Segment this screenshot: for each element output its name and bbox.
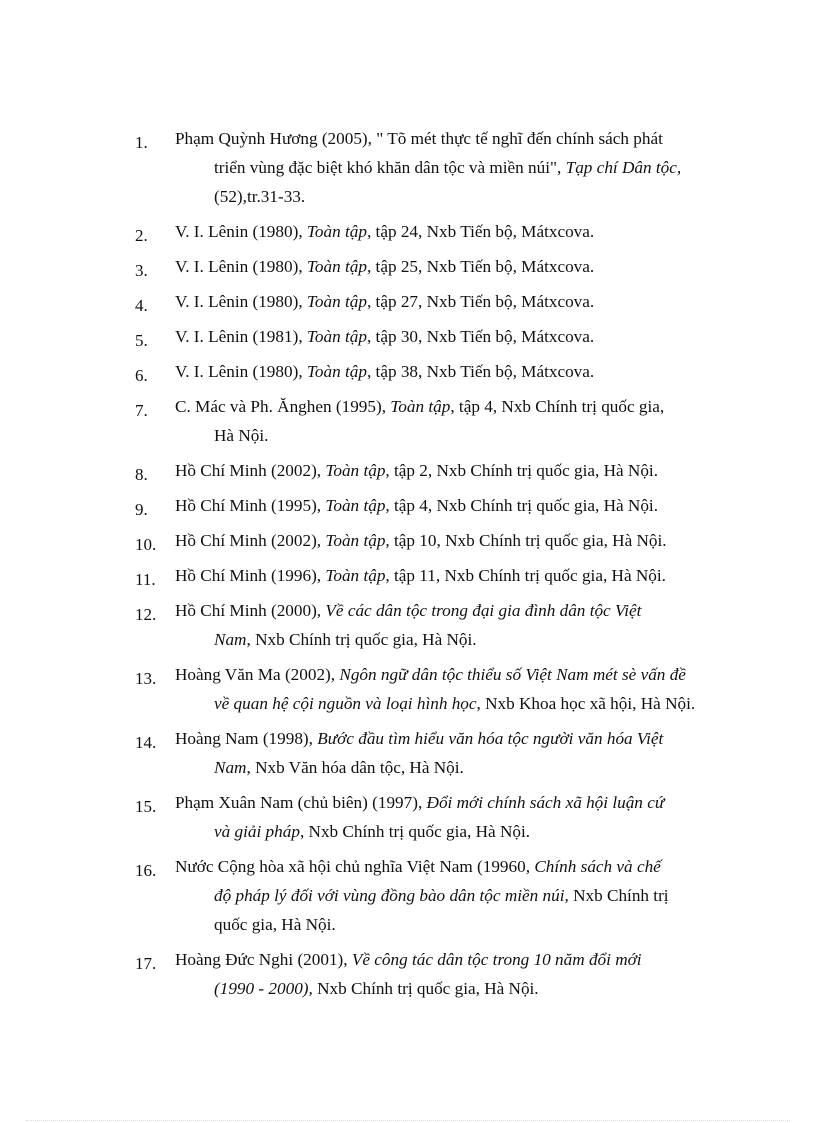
italic-title-text: (1990 - 2000), — [214, 979, 313, 998]
italic-title-text: Toàn tập — [306, 327, 367, 346]
reference-text: , tập 30, Nxb Tiến bộ, Mátxcova. — [366, 327, 595, 346]
reference-text: Hà Nội. — [214, 426, 269, 445]
reference-number: 10. — [135, 535, 157, 554]
reference-first-line — [175, 945, 738, 974]
italic-title-text: Toàn tập — [306, 222, 367, 241]
reference-first-line — [175, 124, 738, 153]
reference-number: 13. — [135, 669, 157, 688]
reference-first-line — [175, 724, 738, 753]
reference-issue-pages-line — [175, 182, 738, 211]
italic-title-text: Toàn tập — [325, 496, 386, 515]
reference-entry — [135, 561, 738, 590]
reference-first-line — [175, 852, 738, 881]
italic-title-text: Ngôn ngữ dân tộc thiểu số Việt Nam mét sè vấn đề — [339, 665, 686, 684]
reference-text: quốc gia, Hà Nội. — [214, 915, 336, 934]
reference-list — [0, 124, 816, 1003]
reference-text: Hồ Chí Minh (2002), — [175, 531, 326, 550]
reference-number: 1. — [135, 133, 148, 152]
reference-first-line — [175, 357, 738, 386]
reference-continuation-line — [175, 753, 738, 782]
reference-number: 9. — [135, 500, 148, 519]
reference-text: Nxb Chính trị quốc gia, Hà Nội. — [312, 979, 539, 998]
reference-first-line — [175, 660, 738, 689]
reference-entry — [135, 724, 738, 782]
italic-title-text: Toàn tập — [390, 397, 451, 416]
reference-number: 15. — [135, 797, 157, 816]
reference-text: , tập 27, Nxb Tiến bộ, Mátxcova. — [366, 292, 595, 311]
reference-continuation-line — [175, 910, 738, 939]
italic-title-text: và giải pháp — [214, 822, 300, 841]
reference-text: Hồ Chí Minh (1995), — [175, 496, 326, 515]
reference-text: , Nxb Chính trị quốc gia, Hà Nội. — [246, 630, 477, 649]
reference-first-line — [175, 526, 738, 555]
reference-text: , Nxb Chính trị quốc gia, Hà Nội. — [299, 822, 531, 841]
reference-text: V. I. Lênin (1980), — [175, 222, 307, 241]
reference-number: 6. — [135, 366, 148, 385]
reference-entry — [135, 526, 738, 555]
reference-text: C. Mác và Ph. Ănghen (1995), — [175, 397, 391, 416]
reference-entry — [135, 852, 738, 939]
reference-entry — [135, 357, 738, 386]
reference-text: , tập 10, Nxb Chính trị quốc gia, Hà Nội. — [385, 531, 667, 550]
italic-title-text: Toàn tập — [306, 362, 367, 381]
reference-number: 11. — [135, 570, 156, 589]
reference-first-line — [175, 252, 738, 281]
italic-title-text: Toàn tập — [306, 292, 367, 311]
reference-first-line — [175, 322, 738, 351]
reference-number: 12. — [135, 605, 157, 624]
reference-text: V. I. Lênin (1980), — [175, 257, 307, 276]
italic-title-text: Tạp chí Dân tộc — [565, 158, 677, 177]
reference-continuation-line — [175, 881, 738, 910]
reference-text: , tập 2, Nxb Chính trị quốc gia, Hà Nội. — [385, 461, 658, 480]
italic-title-text: Toàn tập — [325, 566, 386, 585]
reference-text: Hoàng Văn Ma (2002), — [175, 665, 340, 684]
italic-title-text: độ pháp lý đối với vùng đồng bào dân tộc miền núi — [214, 886, 565, 905]
italic-title-text: Bước đầu tìm hiểu văn hóa tộc người văn hóa Việt — [317, 729, 664, 748]
reference-text: , — [676, 158, 682, 177]
reference-number: 2. — [135, 226, 148, 245]
reference-entry — [135, 217, 738, 246]
reference-entry — [135, 287, 738, 316]
reference-first-line — [175, 596, 738, 625]
reference-continuation-line — [175, 689, 738, 718]
reference-entry — [135, 491, 738, 520]
reference-first-line — [175, 456, 738, 485]
reference-first-line — [175, 491, 738, 520]
reference-continuation-line — [175, 153, 738, 182]
page-bottom-divider — [26, 1120, 790, 1121]
italic-title-text: Về công tác dân tộc trong 10 năm đổi mới — [351, 950, 642, 969]
reference-text: V. I. Lênin (1980), — [175, 362, 307, 381]
reference-entry — [135, 456, 738, 485]
reference-number: 4. — [135, 296, 148, 315]
reference-entry — [135, 945, 738, 1003]
reference-text: Phạm Quỳnh Hương (2005), " Tõ mét thực tế nghĩ đến chính sách phát — [175, 129, 663, 148]
reference-first-line — [175, 217, 738, 246]
italic-title-text: Toàn tập — [325, 461, 386, 480]
reference-entry — [135, 322, 738, 351]
reference-text: Phạm Xuân Nam (chủ biên) (1997), — [175, 793, 427, 812]
reference-text: Hồ Chí Minh (2002), — [175, 461, 326, 480]
reference-text: V. I. Lênin (1981), — [175, 327, 307, 346]
reference-continuation-line — [175, 421, 738, 450]
italic-title-text: Đổi mới chính sách xã hội luận cứ — [426, 793, 665, 812]
reference-text: , Nxb Khoa học xã hội, Hà Nội. — [476, 694, 696, 713]
reference-text: V. I. Lênin (1980), — [175, 292, 307, 311]
reference-text: , tập 11, Nxb Chính trị quốc gia, Hà Nội. — [385, 566, 666, 585]
reference-entry — [135, 252, 738, 281]
reference-first-line — [175, 287, 738, 316]
italic-title-text: Toàn tập — [325, 531, 386, 550]
reference-entry — [135, 596, 738, 654]
reference-first-line — [175, 561, 738, 590]
reference-entry — [135, 788, 738, 846]
reference-entry — [135, 392, 738, 450]
reference-number: 17. — [135, 954, 157, 973]
reference-number: 8. — [135, 465, 148, 484]
reference-entry — [135, 124, 738, 211]
reference-entry — [135, 660, 738, 718]
reference-number: 3. — [135, 261, 148, 280]
reference-number: 16. — [135, 861, 157, 880]
reference-text: Nước Cộng hòa xã hội chủ nghĩa Việt Nam (19960, — [175, 857, 535, 876]
reference-number: 7. — [135, 401, 148, 420]
reference-text: , tập 4, Nxb Chính trị quốc gia, — [450, 397, 665, 416]
reference-first-line — [175, 788, 738, 817]
reference-continuation-line — [175, 625, 738, 654]
reference-continuation-line — [175, 817, 738, 846]
reference-text: , tập 24, Nxb Tiến bộ, Mátxcova. — [366, 222, 595, 241]
reference-first-line — [175, 392, 738, 421]
italic-title-text: Nam — [214, 630, 247, 649]
italic-title-text: về quan hệ cội nguồn và loại hình học — [214, 694, 477, 713]
reference-text: , tập 38, Nxb Tiến bộ, Mátxcova. — [366, 362, 595, 381]
reference-text: Hoàng Đức Nghi (2001), — [175, 950, 352, 969]
reference-text: Hồ Chí Minh (2000), — [175, 601, 326, 620]
reference-text: , Nxb Văn hóa dân tộc, Hà Nội. — [246, 758, 464, 777]
reference-number: 5. — [135, 331, 148, 350]
italic-title-text: Về các dân tộc trong đại gia đình dân tộc Việt — [325, 601, 642, 620]
reference-text: , tập 4, Nxb Chính trị quốc gia, Hà Nội. — [385, 496, 658, 515]
reference-number: 14. — [135, 733, 157, 752]
italic-title-text: Chính sách và chế — [534, 857, 661, 876]
issue-number: (52), — [214, 187, 247, 206]
reference-text: triển vùng đặc biệt khó khăn dân tộc và miền núi", — [214, 158, 566, 177]
page-range: tr.31-33. — [246, 187, 306, 206]
italic-title-text: Toàn tập — [306, 257, 367, 276]
reference-text: Hồ Chí Minh (1996), — [175, 566, 326, 585]
reference-text: Hoàng Nam (1998), — [175, 729, 318, 748]
reference-continuation-line — [175, 974, 738, 1003]
italic-title-text: Nam — [214, 758, 247, 777]
reference-text: , Nxb Chính trị — [564, 886, 669, 905]
reference-text: , tập 25, Nxb Tiến bộ, Mátxcova. — [366, 257, 595, 276]
